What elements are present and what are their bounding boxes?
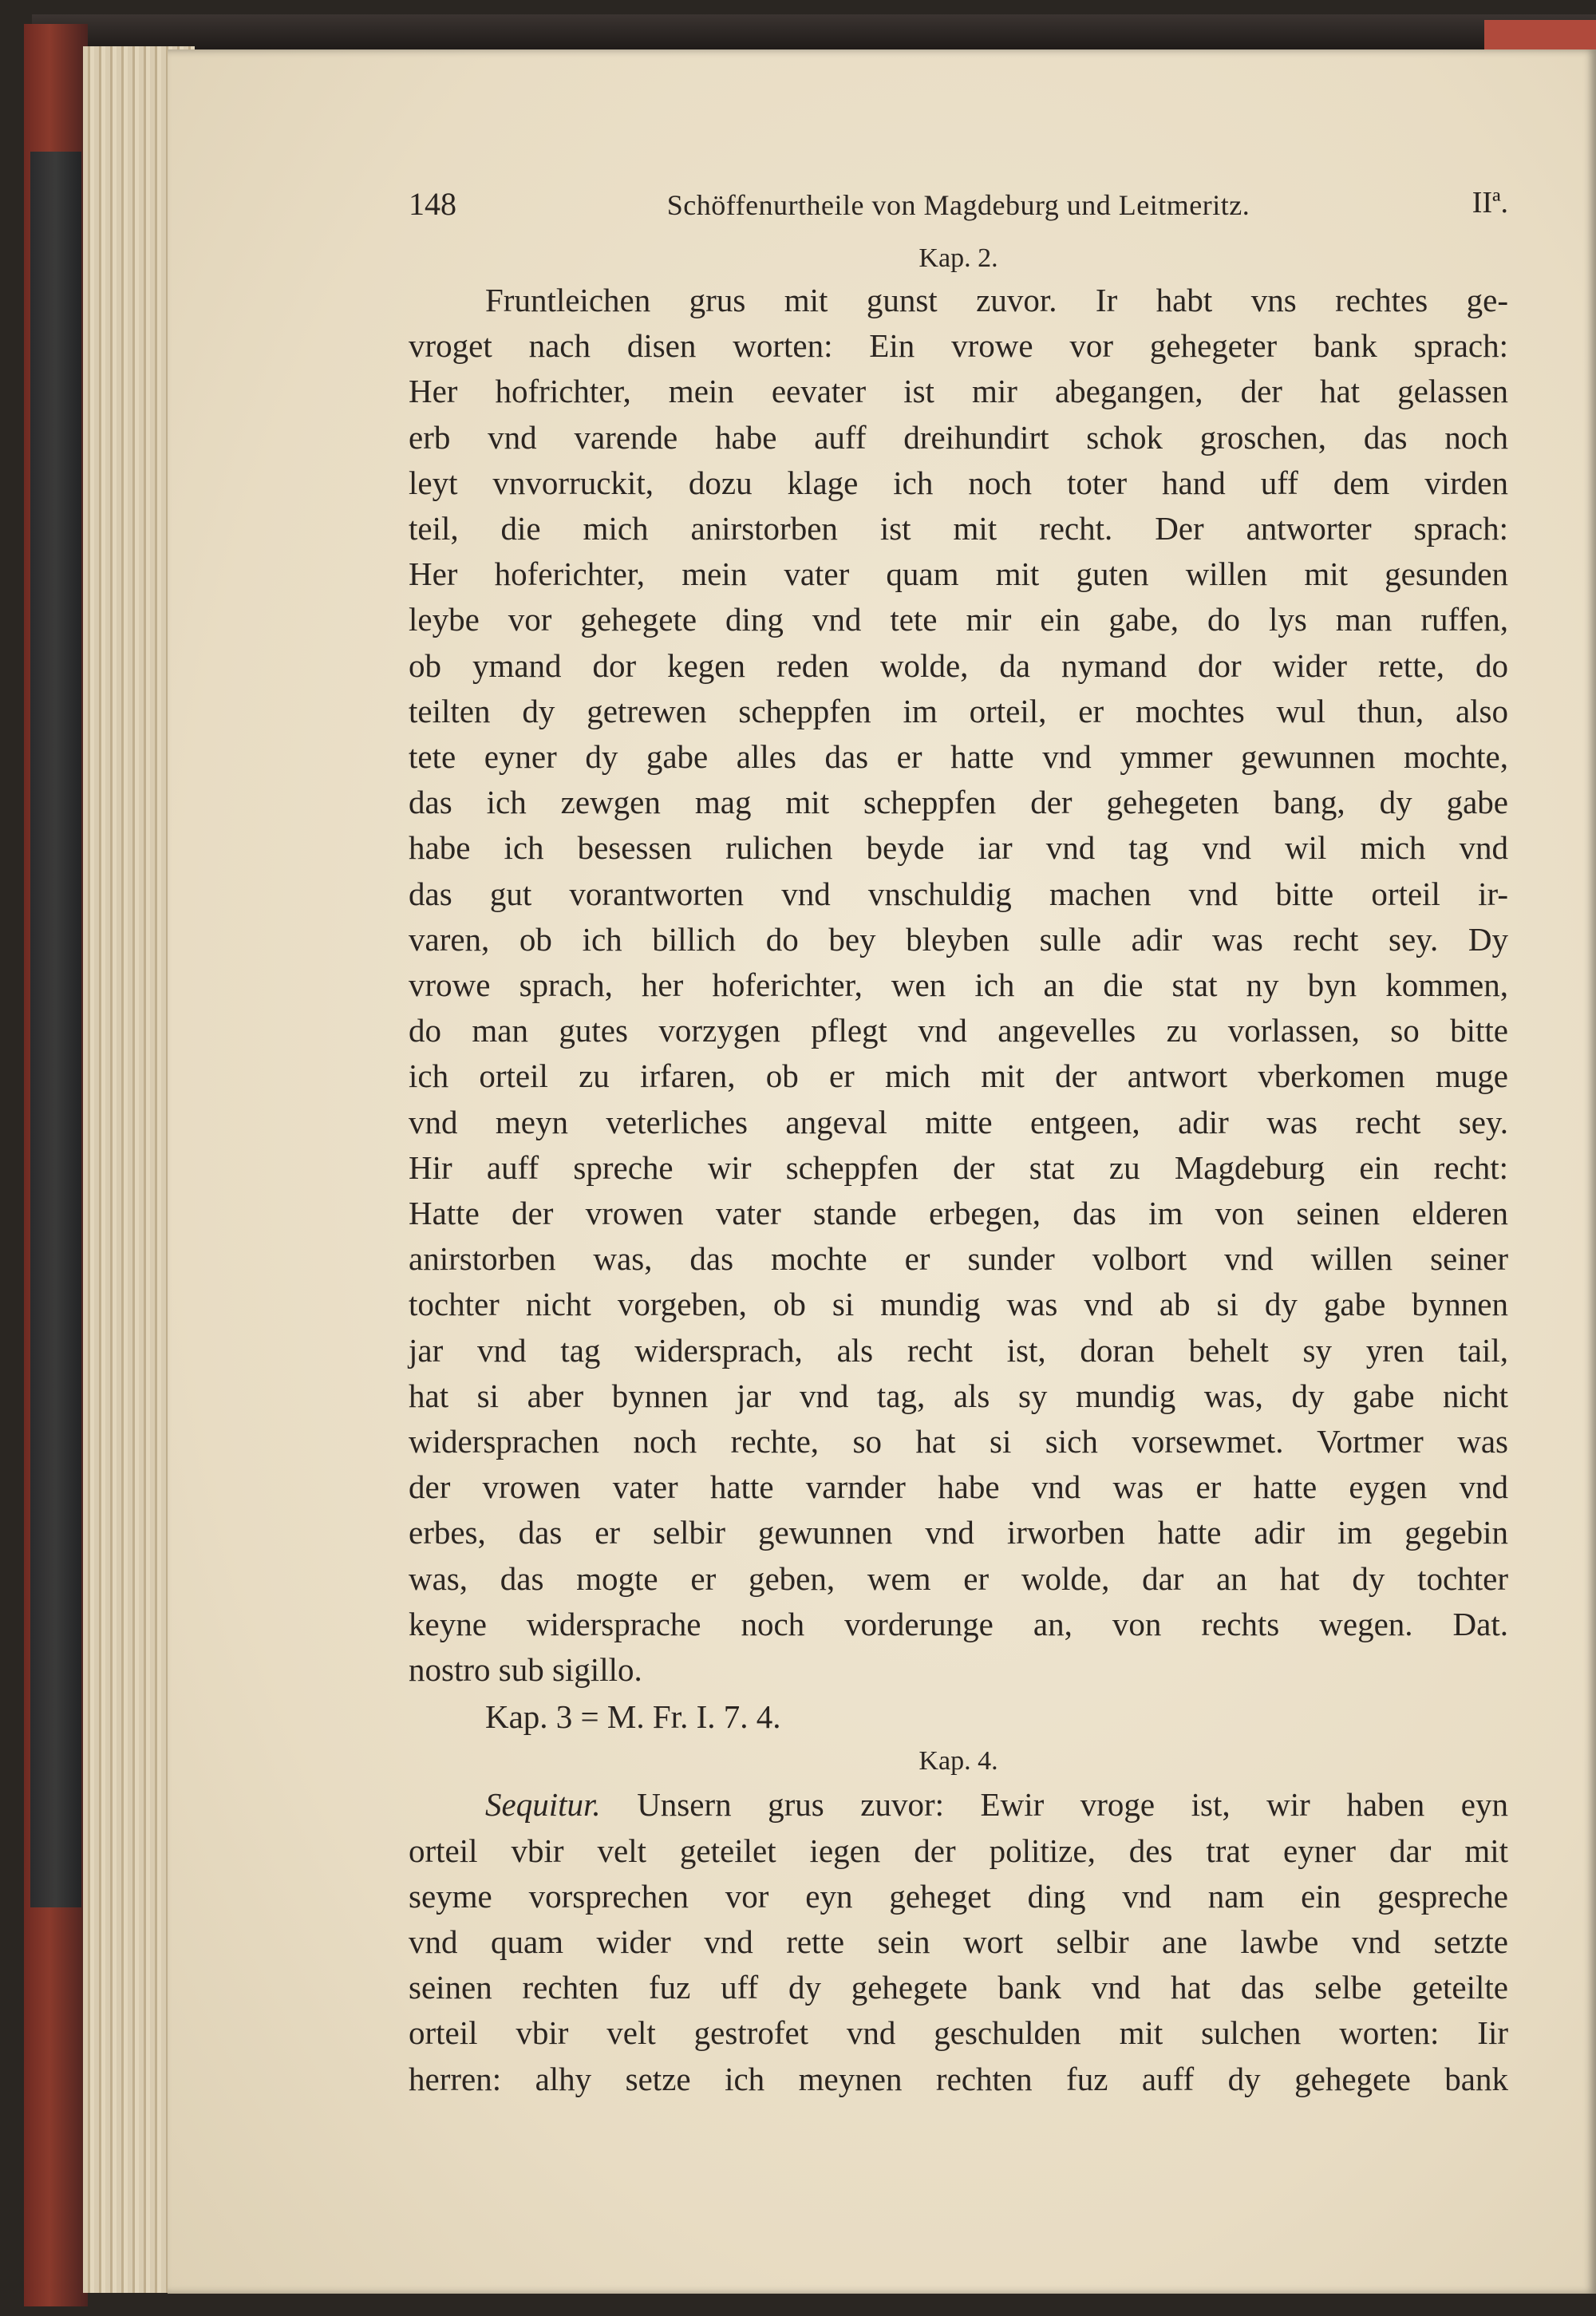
book-cover-top-edge: [32, 14, 1596, 51]
text-line: do man gutes vorzygen pflegt vnd angevelles zu vorlassen, so bitte: [409, 1012, 1508, 1049]
marbled-cover: [30, 152, 81, 1907]
text-line: das gut vorantworten vnd vnschuldig machen vnd bitte orteil ir-: [409, 875, 1508, 912]
chapter-3-reference: Kap. 3 = M. Fr. I. 7. 4.: [485, 1698, 781, 1736]
text-line: das ich zewgen mag mit scheppfen der gehegeten bang, dy gabe: [409, 784, 1508, 821]
sequitur-word: Sequitur.: [485, 1786, 601, 1824]
text-line: habe ich besessen rulichen beyde iar vnd tag vnd wil mich vnd: [409, 829, 1508, 867]
text-line: teilten dy getrewen scheppfen im orteil, er mochtes wul thun, also: [409, 692, 1508, 729]
text-line: seyme vorsprechen vor eyn geheget ding vnd nam ein gespreche: [409, 1877, 1508, 1915]
text-line: vnd meyn veterliches angeval mitte entgeen, adir was recht sey.: [409, 1103, 1508, 1140]
text-line: erbes, das er selbir gewunnen vnd irworben hatte adir im gegebin: [409, 1514, 1508, 1551]
chapter-4-text: [409, 1782, 1508, 2101]
first-line-rest: Unsern grus zuvor: Ewir vroge ist, wir haben eyn: [637, 1786, 1508, 1824]
text-line: [409, 1782, 1508, 1828]
text-line: tete eyner dy gabe alles das er hatte vnd ymmer gewunnen mochte,: [409, 738, 1508, 776]
text-line: seinen rechten fuz uff dy gehegete bank vnd hat das selbe geteilte: [409, 1969, 1508, 2006]
running-title: Schöffenurtheile von Magdeburg und Leitmeritz.: [666, 189, 1250, 221]
text-line: der vrowen vater hatte varnder habe vnd was er hatte eygen vnd: [409, 1468, 1508, 1506]
running-head: [409, 185, 1508, 233]
text-line: vnd quam wider vnd rette sein wort selbir ane lawbe vnd setzte: [409, 1923, 1508, 1960]
text-line: orteil vbir velt geteilet iegen der politize, des trat eyner dar mit: [409, 1832, 1508, 1869]
text-line: keyne widersprache noch vorderunge an, von rechts wegen. Dat.: [409, 1605, 1508, 1642]
page-number: 148: [409, 186, 456, 222]
text-line: ob ymand dor kegen reden wolde, da nymand dor wider rette, do: [409, 646, 1508, 684]
text-line: jar vnd tag widersprach, als recht ist, doran behelt sy yren tail,: [409, 1331, 1508, 1369]
text-line: herren: alhy setze ich meynen rechten fuz auff dy gehegete bank: [409, 2060, 1508, 2097]
text-line: nostro sub sigillo.: [409, 1651, 642, 1689]
page-text: [409, 185, 1508, 2102]
book-cover-spine-edge: [24, 24, 88, 2306]
text-line: Her hoferichter, mein vater quam mit guten willen mit gesunden: [409, 555, 1508, 593]
chapter-heading-2: Kap. 2.: [918, 243, 998, 273]
text-line: vrowe sprach, her hoferichter, wen ich an die stat ny byn kommen,: [409, 966, 1508, 1004]
text-line: was, das mogte er geben, wem er wolde, dar an hat dy tochter: [409, 1559, 1508, 1597]
text-line: Her hofrichter, mein eevater ist mir abegangen, der hat gelassen: [409, 373, 1508, 410]
text-line: erb vnd varende habe auff dreihundirt schok groschen, das noch: [409, 418, 1508, 456]
text-line: ich orteil zu irfaren, ob er mich mit der antwort vberkomen muge: [409, 1057, 1508, 1095]
text-line: widersprachen noch rechte, so hat si sich vorsewmet. Vortmer was: [409, 1423, 1508, 1460]
section-mark: IIª.: [1472, 186, 1508, 219]
text-line: leybe vor gehegete ding vnd tete mir ein gabe, do lys man ruffen,: [409, 601, 1508, 638]
chapter-2-text: [409, 278, 1508, 1693]
text-line: tochter nicht vorgeben, ob si mundig was vnd ab si dy gabe bynnen: [409, 1286, 1508, 1323]
book-cover-corner: [1484, 20, 1596, 52]
text-line: orteil vbir velt gestrofet vnd geschulden mit sulchen worten: Iir: [409, 2014, 1508, 2052]
text-line: teil, die mich anirstorben ist mit recht. Der antworter sprach:: [409, 510, 1508, 547]
text-line: Fruntleichen grus mit gunst zuvor. Ir habt vns rechtes ge-: [485, 282, 1508, 318]
chapter-heading-4: Kap. 4.: [918, 1746, 998, 1777]
text-line: hat si aber bynnen jar vnd tag, als sy mundig was, dy gabe nicht: [409, 1377, 1508, 1414]
text-line: Hatte der vrowen vater stande erbegen, das im von seinen elderen: [409, 1195, 1508, 1232]
text-line: leyt vnvorruckit, dozu klage ich noch toter hand uff dem virden: [409, 464, 1508, 501]
text-line: Hir auff spreche wir scheppfen der stat zu Magdeburg ein recht:: [409, 1148, 1508, 1186]
text-line: varen, ob ich billich do bey bleyben sulle adir was recht sey. Dy: [409, 920, 1508, 958]
text-line: vroget nach disen worten: Ein vrowe vor gehegeter bank sprach:: [409, 327, 1508, 365]
text-line: anirstorben was, das mochte er sunder volbort vnd willen seiner: [409, 1240, 1508, 1278]
